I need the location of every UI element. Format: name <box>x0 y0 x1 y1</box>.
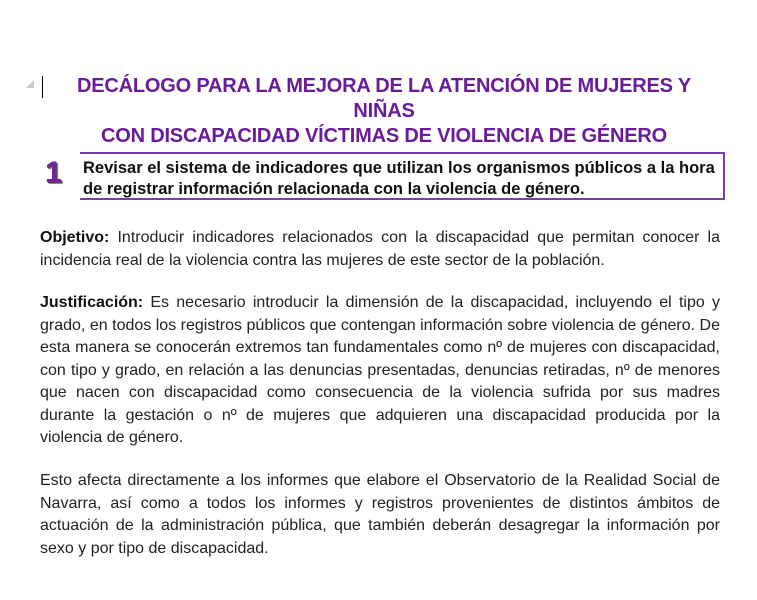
point-heading-text: Revisar el sistema de indicadores que utilizan los organismos públicos a la hora de registrar información relacionada con la violencia de género. <box>83 159 715 198</box>
point-heading-box <box>80 152 725 200</box>
text-cursor <box>42 76 43 98</box>
title-line-2: CON DISCAPACIDAD VÍCTIMAS DE VIOLENCIA DE GÉNERO <box>101 125 667 147</box>
justificacion-label: Justificación: <box>40 294 144 311</box>
point-number: 1 <box>45 156 62 189</box>
document-title <box>44 74 724 149</box>
afecta-paragraph <box>40 470 720 560</box>
justificacion-text: Es necesario introducir la dimensión de la discapacidad, incluyendo el tipo y grado, en todos los registros públicos que contengan información sobre violencia de género. De esta manera se conocerán extremos tan fundamentales como nº de mujeres con discapacidad, con tipo y grado, en relación a las denuncias presentadas, denuncias retiradas, nº de menores que nacen con discapacidad como consecuencia de la violencia sufrida por sus madres durante la gestación o nº de mujeres que adquieren una discapacidad producida por la violencia de género. <box>40 294 720 446</box>
objetivo-label: Objetivo: <box>40 229 110 246</box>
objetivo-paragraph <box>40 227 720 272</box>
title-line-1: DECÁLOGO PARA LA MEJORA DE LA ATENCIÓN DE MUJERES Y NIÑAS <box>77 75 691 122</box>
objetivo-text: Introducir indicadores relacionados con la discapacidad que permitan conocer la incidencia real de la violencia contra las mujeres de este sector de la población. <box>40 229 720 269</box>
afecta-text: Esto afecta directamente a los informes que elabore el Observatorio de la Realidad Social de Navarra, así como a todos los informes y registros provenientes de distintos ámbitos de actuación de la administración pública, que también deberán desagregar la información por sexo y por tipo de discapacidad. <box>40 472 720 557</box>
justificacion-paragraph <box>40 292 720 450</box>
collapse-triangle-icon[interactable] <box>26 80 34 88</box>
